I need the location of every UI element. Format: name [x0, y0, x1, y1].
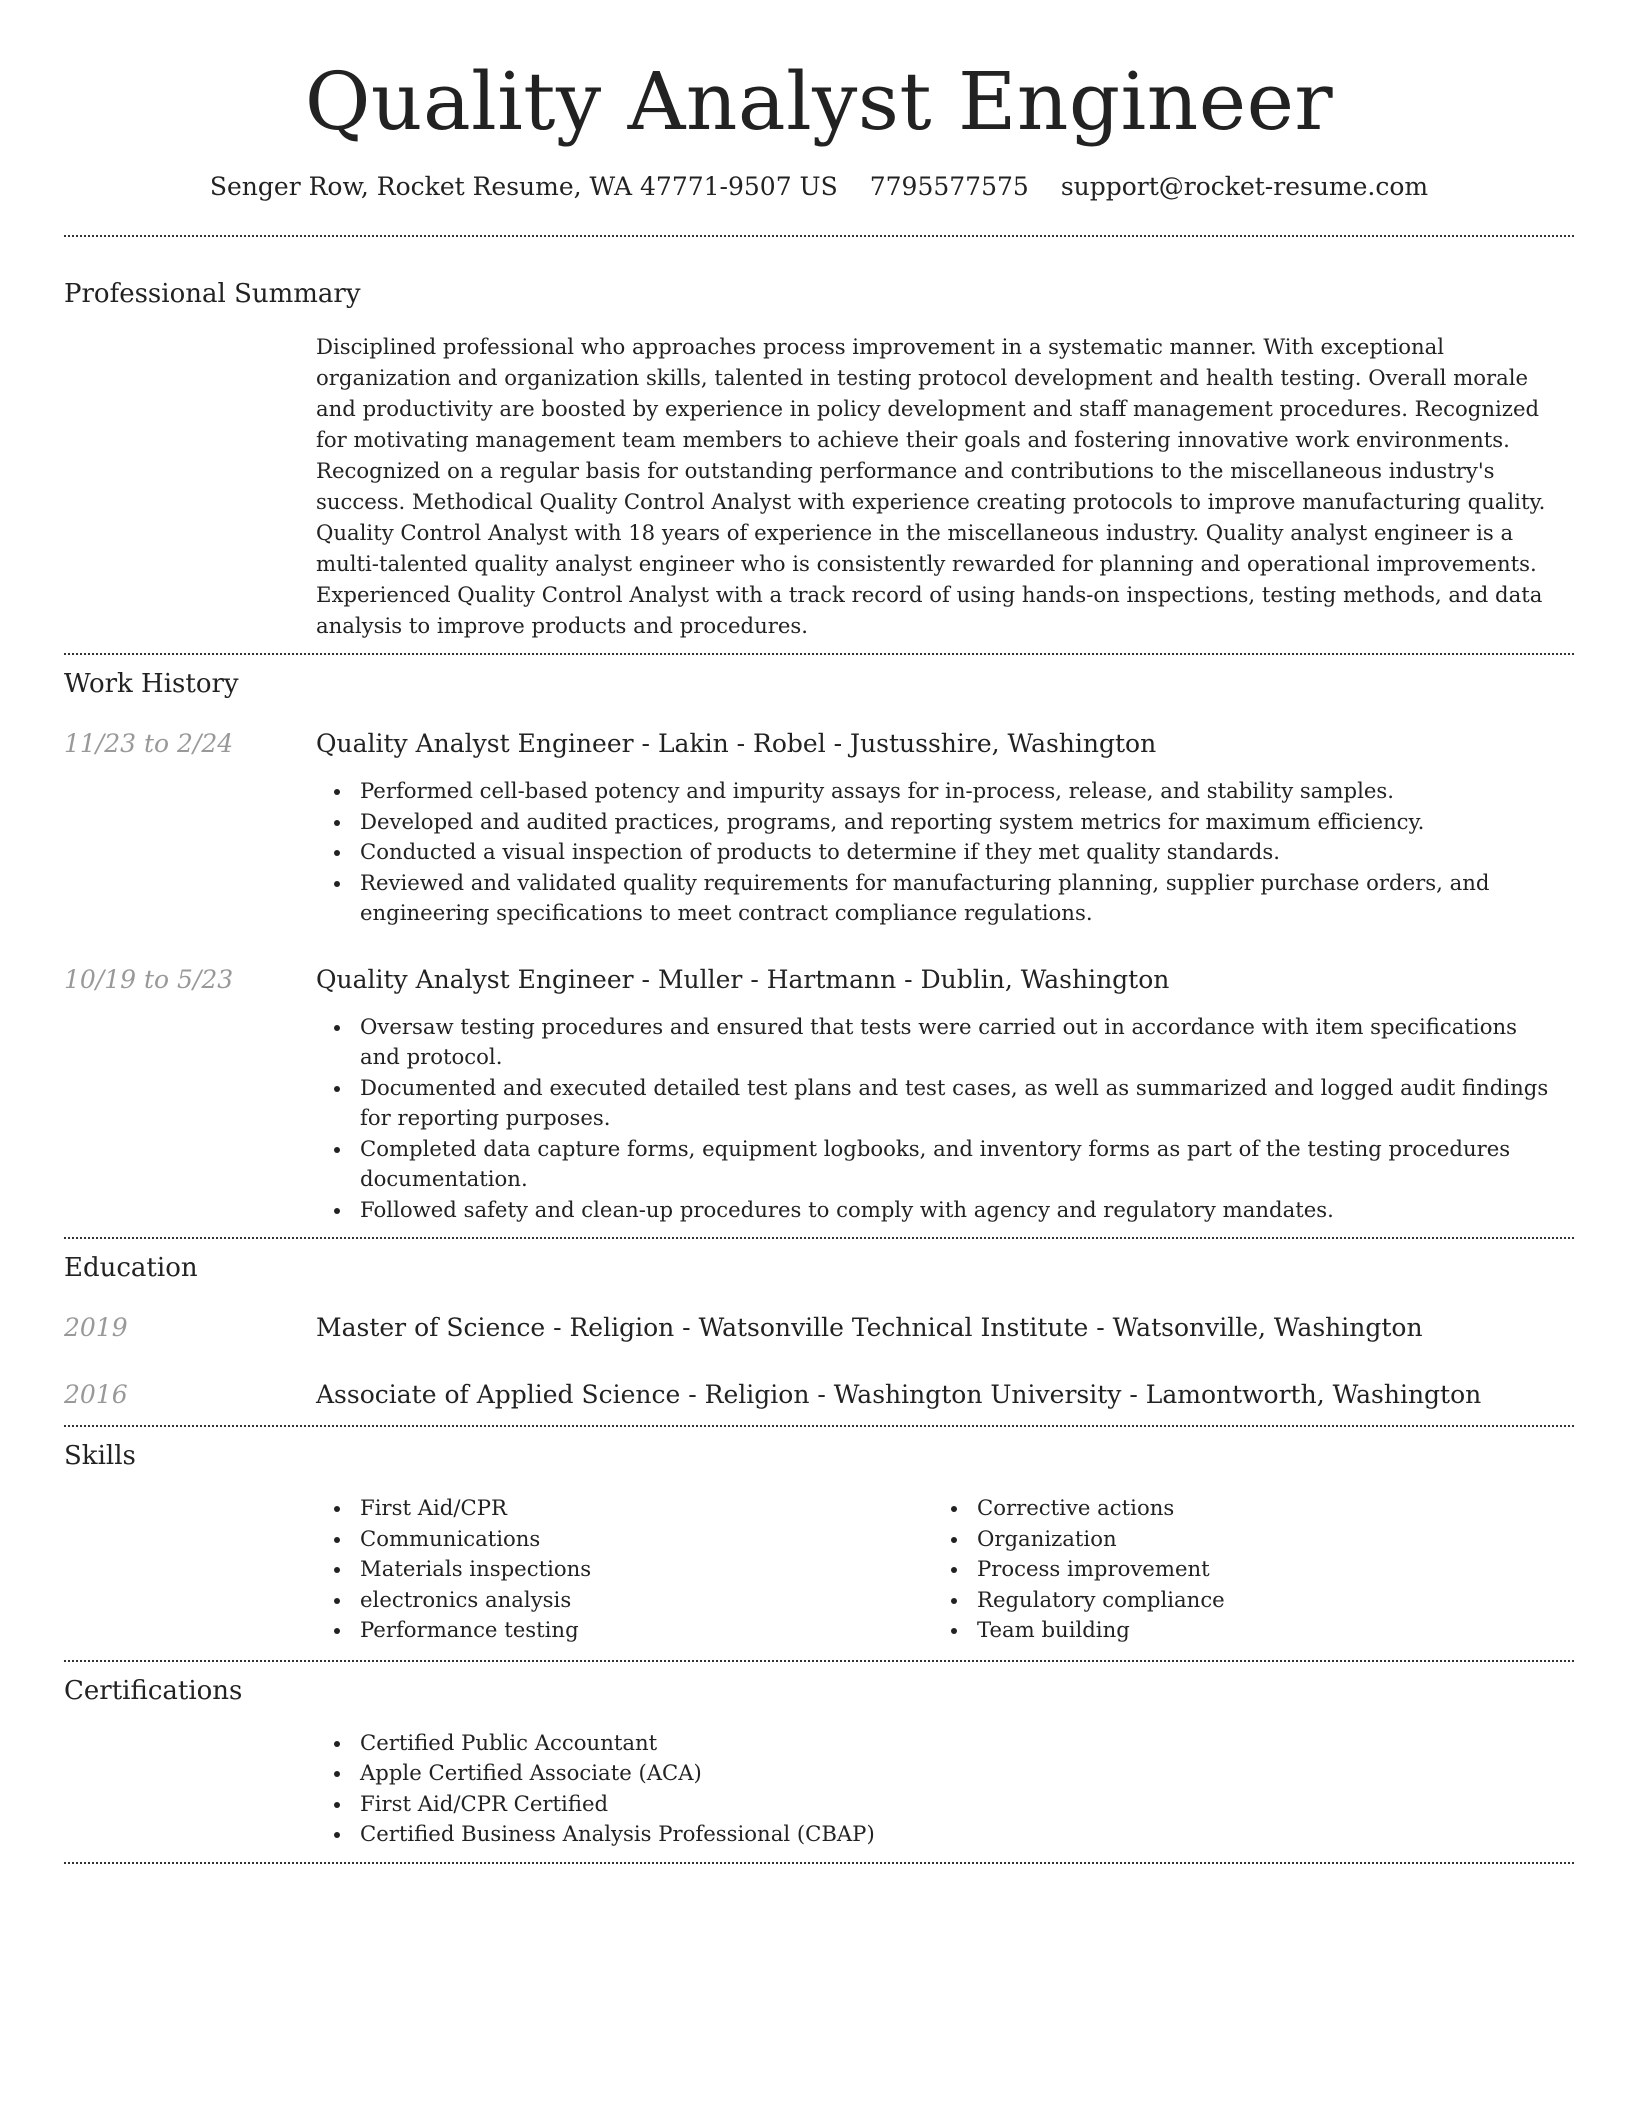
- list-item: Completed data capture forms, equipment logbooks, and inventory forms as part of the testing procedures documentation.: [360, 1134, 1560, 1195]
- job-bullets: [64, 1012, 1574, 1226]
- education-section: [64, 1255, 1574, 1409]
- section-title-education: Education: [64, 1253, 198, 1283]
- list-item: electronics analysis: [360, 1585, 977, 1616]
- contact-email: support@rocket-resume.com: [1060, 172, 1429, 201]
- list-item: First Aid/CPR: [360, 1493, 977, 1524]
- work-history-section: [64, 671, 1574, 1225]
- summary-text: Disciplined professional who approaches process improvement in a systematic manner. With exceptional organization and organization skills, talented in testing protocol development and health testing. Overall morale and productivity are boosted by experience in policy development and staff management procedures. Recognized for motivating management team members to achieve their goals and fostering innovative work environments. Recognized on a regular basis for outstanding performance and contributions to the miscellaneous industry's success. Methodical Quality Control Analyst with experience creating protocols to improve manufacturing quality. Quality Control Analyst with 18 years of experience in the miscellaneous industry. Quality analyst engineer is a multi-talented quality analyst engineer who is consistently rewarded for planning and operational improvements. Experienced Quality Control Analyst with a track record of using hands-on inspections, testing methods, and data analysis to improve products and procedures.: [316, 334, 1546, 638]
- list-item: Followed safety and clean-up procedures to comply with agency and regulatory mandates.: [360, 1195, 1560, 1226]
- job-dates: 11/23 to 2/24: [64, 729, 234, 758]
- divider: [64, 1237, 1574, 1239]
- job-header: [64, 965, 1574, 994]
- summary-section: [64, 281, 1574, 641]
- list-item: Conducted a visual inspection of products to determine if they met quality standards.: [360, 837, 1560, 868]
- list-item: Developed and audited practices, programs, and reporting system metrics for maximum efficiency.: [360, 807, 1560, 838]
- job-header: [64, 729, 1574, 758]
- divider: [64, 1660, 1574, 1662]
- list-item: First Aid/CPR Certified: [360, 1789, 1574, 1820]
- contact-phone: 7795577575: [869, 172, 1029, 201]
- section-title-summary: Professional Summary: [64, 279, 361, 309]
- list-item: Organization: [977, 1524, 1594, 1555]
- list-item: Performance testing: [360, 1615, 977, 1646]
- education-entry: [64, 1380, 1574, 1409]
- list-item: Oversaw testing procedures and ensured that tests were carried out in accordance with item specifications and protocol.: [360, 1012, 1560, 1073]
- list-item: Corrective actions: [977, 1493, 1594, 1524]
- education-degree: Associate of Applied Science - Religion - Washington University - Lamontworth, Washington: [316, 1380, 1482, 1409]
- job-bullets: [64, 776, 1574, 929]
- section-title-work-history: Work History: [64, 669, 239, 699]
- list-item: Materials inspections: [360, 1554, 977, 1585]
- contact-address: Senger Row, Rocket Resume, WA 47771-9507 US: [209, 172, 838, 201]
- certifications-section: [64, 1675, 1574, 1850]
- skills-list-right: [977, 1493, 1594, 1646]
- section-title-certifications: Certifications: [64, 1675, 243, 1706]
- skills-grid: [360, 1493, 1574, 1646]
- certifications-list: [64, 1728, 1574, 1850]
- skills-section: [64, 1443, 1574, 1646]
- divider: [64, 653, 1574, 655]
- list-item: Communications: [360, 1524, 977, 1555]
- list-item: Documented and executed detailed test plans and test cases, as well as summarized and logged audit findings for reporting purposes.: [360, 1073, 1560, 1134]
- list-item: Regulatory compliance: [977, 1585, 1594, 1616]
- list-item: Apple Certified Associate (ACA): [360, 1758, 1574, 1789]
- section-title-skills: Skills: [64, 1441, 136, 1471]
- education-year: 2019: [64, 1313, 128, 1342]
- list-item: Team building: [977, 1615, 1594, 1646]
- contact-line: [64, 174, 1574, 199]
- list-item: Certified Business Analysis Professional (CBAP): [360, 1819, 1574, 1850]
- education-year: 2016: [64, 1380, 128, 1409]
- divider: [64, 1425, 1574, 1427]
- job-entry: [64, 729, 1574, 929]
- resume-page: [64, 0, 1574, 1864]
- job-entry: [64, 965, 1574, 1226]
- list-item: Reviewed and validated quality requirements for manufacturing planning, supplier purchase orders, and engineering specifications to meet contract compliance regulations.: [360, 868, 1560, 929]
- job-heading: Quality Analyst Engineer - Lakin - Robel - Justusshire, Washington: [316, 729, 1157, 758]
- list-item: Performed cell-based potency and impurity assays for in-process, release, and stability samples.: [360, 776, 1560, 807]
- list-item: Certified Public Accountant: [360, 1728, 1574, 1759]
- resume-header: [64, 0, 1574, 199]
- skills-list-left: [360, 1493, 977, 1646]
- job-heading: Quality Analyst Engineer - Muller - Hartmann - Dublin, Washington: [316, 964, 1170, 994]
- job-dates: 10/19 to 5/23: [64, 964, 234, 994]
- divider: [64, 1862, 1574, 1864]
- list-item: Process improvement: [977, 1554, 1594, 1585]
- education-entry: [64, 1313, 1574, 1342]
- education-degree: Master of Science - Religion - Watsonville Technical Institute - Watsonville, Washington: [316, 1313, 1423, 1342]
- divider: [64, 235, 1574, 237]
- candidate-name: Quality Analyst Engineer: [304, 55, 1334, 148]
